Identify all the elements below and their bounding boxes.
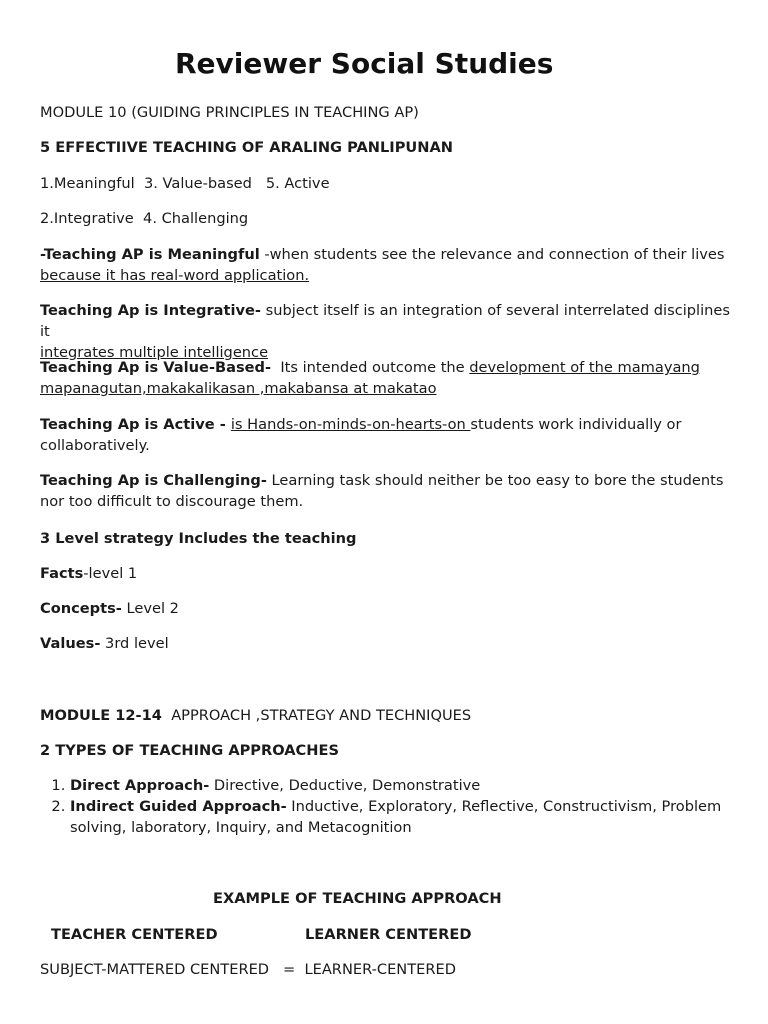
challenging-paragraph [40, 470, 730, 512]
integrative-paragraph [40, 300, 730, 363]
active-text: students work individually or collaboratively. [40, 416, 682, 454]
integrative-text: subject itself is an integration of several interrelated disciplines it [40, 302, 730, 340]
module-12-term: MODULE 12-14 [40, 707, 162, 724]
value-based-term: Teaching Ap is Value-Based- [40, 359, 272, 376]
approaches-list [40, 775, 760, 838]
value-based-paragraph [40, 357, 730, 399]
values-term: Values- [40, 635, 101, 652]
active-paragraph [40, 414, 730, 456]
three-level-heading: 3 Level strategy Includes the teaching [40, 530, 357, 547]
example-heading: EXAMPLE OF TEACHING APPROACH [213, 890, 502, 907]
approach-term: Direct Approach- [70, 777, 210, 794]
approach-text: Directive, Deductive, Demonstrative [209, 777, 481, 794]
values-line [40, 633, 730, 654]
principles-list-line-2: 2.Integrative 4. Challenging [40, 210, 249, 227]
facts-term: Facts [40, 565, 84, 582]
integrative-term: Teaching Ap is Integrative- [40, 302, 261, 319]
teacher-centered-label: TEACHER CENTERED [51, 926, 218, 943]
document-title: Reviewer Social Studies [175, 47, 554, 80]
module-10-heading: MODULE 10 (GUIDING PRINCIPLES IN TEACHING AP) [40, 104, 419, 121]
meaningful-text: -when students see the relevance and connection of their lives [259, 246, 725, 263]
module-12-heading [40, 705, 730, 726]
approach-item-indirect [70, 796, 760, 838]
subject-centered-line: SUBJECT-MATTERED CENTERED = LEARNER-CENTERED [40, 961, 456, 978]
facts-line [40, 563, 730, 584]
value-based-text: Its intended outcome the [271, 359, 470, 376]
concepts-term: Concepts- [40, 600, 122, 617]
challenging-term: Teaching Ap is Challenging- [40, 472, 267, 489]
approach-item-direct [70, 775, 760, 796]
principles-list-line-1: 1.Meaningful 3. Value-based 5. Active [40, 175, 330, 192]
two-types-heading: 2 TYPES OF TEACHING APPROACHES [40, 742, 339, 759]
approach-text: Inductive, Exploratory, Reflective, Constructivism, Problem solving, laboratory, Inquiry, and Metacognition [70, 798, 722, 836]
approach-term: Indirect Guided Approach- [70, 798, 287, 815]
facts-text: -level 1 [83, 565, 138, 582]
values-text: 3rd level [100, 635, 169, 652]
active-term: Teaching Ap is Active - [40, 416, 231, 433]
active-underlined: is Hands-on-minds-on-hearts-on [230, 416, 471, 433]
concepts-text: Level 2 [121, 600, 179, 617]
module-12-text: APPROACH ,STRATEGY AND TECHNIQUES [161, 707, 472, 724]
meaningful-paragraph [40, 244, 730, 286]
learner-centered-label: LEARNER CENTERED [305, 926, 472, 943]
integrative-underlined: integrates multiple intelligence [40, 344, 269, 361]
meaningful-underlined: because it has real-word application. [40, 267, 310, 284]
five-effective-heading: 5 EFFECTIIVE TEACHING OF ARALING PANLIPUNAN [40, 139, 453, 156]
value-based-underlined: development of the mamayang mapanagutan,makakalikasan ,makabansa at makatao [40, 359, 700, 397]
concepts-line [40, 598, 730, 619]
meaningful-term: -Teaching AP is Meaningful [40, 246, 260, 263]
challenging-text: Learning task should neither be too easy to bore the students nor too difficult to discourage them. [40, 472, 724, 510]
